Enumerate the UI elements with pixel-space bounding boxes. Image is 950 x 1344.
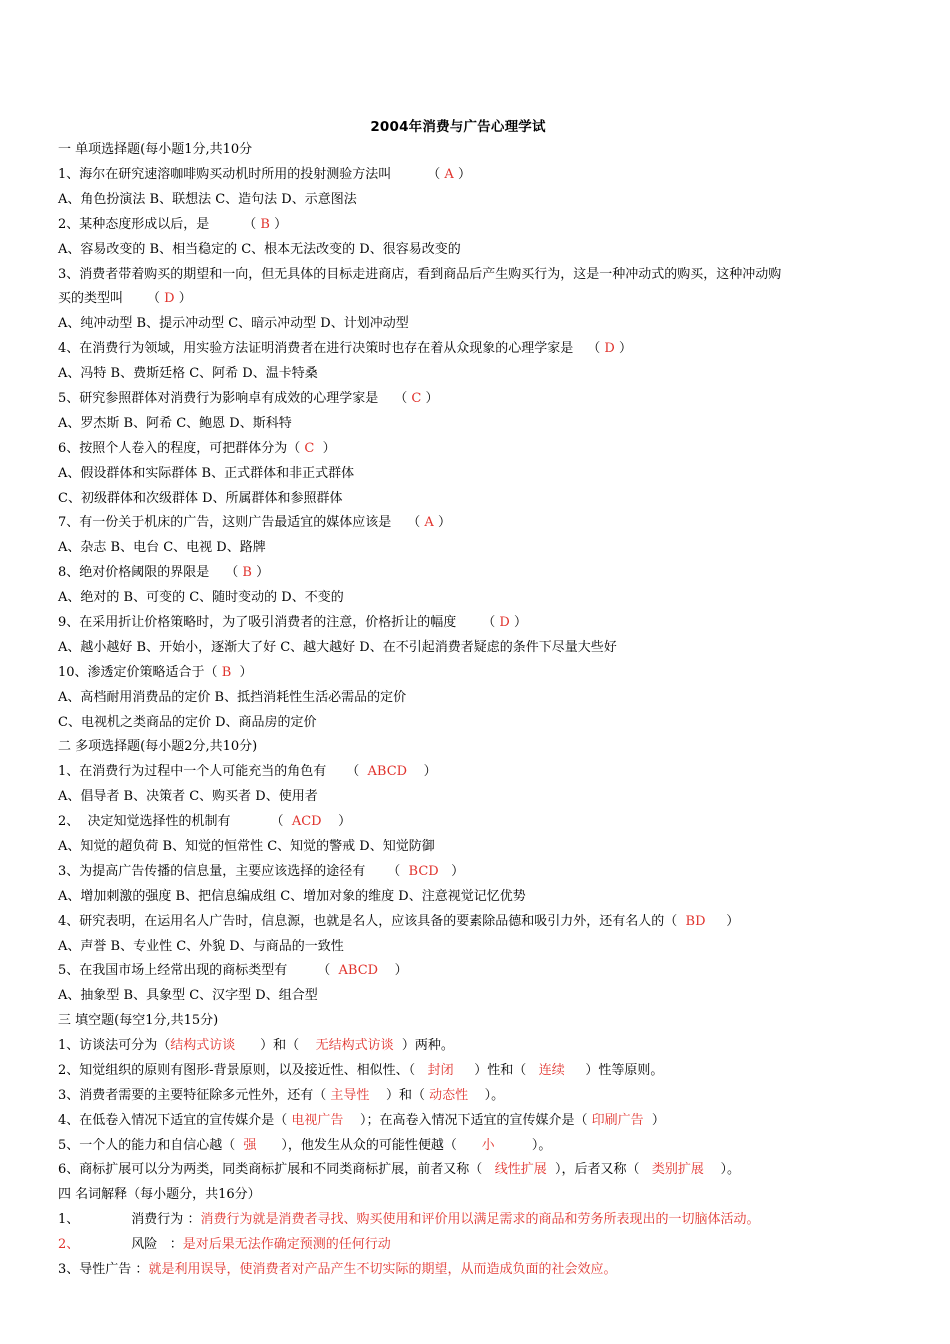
- question-1-4: 4、在消费行为领域，用实验方法证明消费者在进行决策时也存在着从众现象的心理学家是 （ D ）: [58, 341, 632, 356]
- definition: 是对后果无法作确定预测的任何行动: [182, 1237, 391, 1252]
- options-2-1: A、倡导者 B、决策者 C、购买者 D、使用者: [58, 789, 318, 804]
- section-heading-term-definitions: 四 名词解释（每小题分，共16分）: [58, 1187, 261, 1202]
- question-text: 3、为提高广告传播的信息量，主要应该选择的途径有: [58, 864, 366, 879]
- term-1: [58, 1211, 910, 1229]
- answer: ABCD: [367, 764, 408, 779]
- question-text: 2、某种态度形成以后，是: [58, 217, 210, 232]
- answer: 印刷广告: [591, 1113, 644, 1128]
- text: 5、一个人的能力和自信心越（: [58, 1138, 236, 1153]
- question-1-3: 3、消费者带着购买的期望和一向，但无具体的目标走进商店，看到商品后产生购买行为，这是一种冲动式的购买，这种冲动购: [58, 267, 782, 282]
- answer: C: [411, 391, 422, 406]
- section-heading-single-choice: 一 单项选择题(每小题1分,共10分: [58, 142, 253, 157]
- question-1-6: 6、按照个人卷入的程度，可把群体分为（ C ）: [58, 441, 336, 456]
- text: ：: [169, 1237, 183, 1252]
- text: ）和（: [385, 1088, 425, 1103]
- question-2-1: 1、在消费行为过程中一个人可能充当的角色有 （ ABCD ）: [58, 764, 437, 779]
- text: ）: [651, 1113, 665, 1128]
- definition: 就是利用误导，使消费者对产品产生不切实际的期望，从而造成负面的社会效应。: [148, 1262, 617, 1277]
- question-text: 5、研究参照群体对消费行为影响卓有成效的心理学家是: [58, 391, 379, 406]
- options-1-6a: A、假设群体和实际群体 B、正式群体和非正式群体: [58, 466, 355, 481]
- question-text: 6、按照个人卷入的程度，可把群体分为（: [58, 441, 301, 456]
- question-1-9: 9、在采用折让价格策略时，为了吸引消费者的注意，价格折让的幅度 （ D ）: [58, 615, 527, 630]
- answer: 线性扩展: [494, 1162, 547, 1177]
- term: 消费行为: [131, 1212, 184, 1227]
- question-text: 9、在采用折让价格策略时，为了吸引消费者的注意，价格折让的幅度: [58, 615, 457, 630]
- term-number: 1、: [58, 1212, 80, 1227]
- options-1-8: A、绝对的 B、可变的 C、随时变动的 D、不变的: [58, 590, 344, 605]
- answer: 动态性: [429, 1088, 469, 1103]
- text: ），他发生从众的可能性便越（: [281, 1138, 457, 1153]
- fill-in-1: [58, 1037, 910, 1055]
- answer: BCD: [408, 864, 439, 879]
- question-1-5: 5、研究参照群体对消费行为影响卓有成效的心理学家是 （ C ）: [58, 391, 439, 406]
- section-heading-fill-in: 三 填空题(每空1分,共15分): [58, 1013, 219, 1028]
- answer: 电视广告: [291, 1113, 344, 1128]
- question-1-3-cont: 买的类型叫 （ D ）: [58, 291, 192, 306]
- answer: 类别扩展: [651, 1162, 704, 1177]
- answer: B: [260, 217, 270, 232]
- page-title: 2004年消费与广告心理学试: [370, 119, 546, 135]
- options-1-7: A、杂志 B、电台 C、电视 D、路牌: [58, 540, 266, 555]
- text: ）性和（: [474, 1063, 527, 1078]
- options-1-3: A、纯冲动型 B、提示冲动型 C、暗示冲动型 D、计划冲动型: [58, 316, 409, 331]
- answer: 封闭: [427, 1063, 454, 1078]
- question-text: 买的类型叫: [58, 291, 124, 306]
- answer: B: [221, 665, 232, 680]
- question-1-2: 2、某种态度形成以后，是 （ B ）: [58, 217, 288, 232]
- options-2-4: A、声誉 B、专业性 C、外貌 D、与商品的一致性: [58, 939, 344, 954]
- term: 3、导性广告: [58, 1262, 132, 1277]
- options-1-5: A、罗杰斯 B、阿希 C、鲍恩 D、斯科特: [58, 416, 292, 431]
- options-1-9: A、越小越好 B、开始小，逐渐大了好 C、越大越好 D、在不引起消费者疑虑的条件下尽量大些好: [58, 640, 617, 655]
- question-text: 7、有一份关于机床的广告，这则广告最适宜的媒体应该是: [58, 515, 392, 530]
- text: ）。: [720, 1162, 740, 1177]
- text: ）和（: [260, 1038, 300, 1053]
- options-2-3: A、增加刺激的强度 B、把信息编成组 C、增加对象的维度 D、注意视觉记忆优势: [58, 889, 526, 904]
- answer: D: [164, 291, 175, 306]
- text: ：: [135, 1262, 149, 1277]
- question-text: 2、 决定知觉选择性的机制有: [58, 814, 231, 829]
- text: 3、消费者需要的主要特征除多元性外，还有（: [58, 1088, 327, 1103]
- text: ）；在高卷入情况下适宜的宣传媒介是（: [359, 1113, 588, 1128]
- answer: D: [499, 615, 510, 630]
- term-3: [58, 1261, 910, 1279]
- options-1-10b: C、电视机之类商品的定价 D、商品房的定价: [58, 715, 317, 730]
- term-number: 2、: [58, 1237, 80, 1252]
- options-1-2: A、容易改变的 B、相当稳定的 C、根本无法改变的 D、很容易改变的: [58, 242, 461, 257]
- section-heading-multiple-choice: 二 多项选择题(每小题2分,共10分): [58, 739, 258, 754]
- answer: 小: [481, 1138, 495, 1153]
- question-text: 4、在消费行为领域，用实验方法证明消费者在进行决策时也存在着从众现象的心理学家是: [58, 341, 574, 356]
- question-text: 10、渗透定价策略适合于（: [58, 665, 218, 680]
- question-text: 1、海尔在研究速溶咖啡购买动机时所用的投射测验方法叫: [58, 167, 392, 182]
- text: 4、在低卷入情况下适宜的宣传媒介是（: [58, 1113, 288, 1128]
- answer: 无结构式访谈: [315, 1038, 394, 1053]
- text: ）。: [531, 1138, 552, 1153]
- text: ），后者又称（: [554, 1162, 640, 1177]
- question-2-3: 3、为提高广告传播的信息量，主要应该选择的途径有 （ BCD ）: [58, 864, 465, 879]
- answer: A: [424, 515, 434, 530]
- answer: 强: [243, 1138, 257, 1153]
- question-text: 8、绝对价格阈限的界限是: [58, 565, 210, 580]
- options-1-4: A、冯特 B、费斯廷格 C、阿希 D、温卡特桑: [58, 366, 318, 381]
- answer: 主导性: [330, 1088, 370, 1103]
- options-1-6b: C、初级群体和次级群体 D、所属群体和参照群体: [58, 491, 343, 506]
- text: 2、知觉组织的原则有图形-背景原则，以及接近性、相似性、（: [58, 1063, 416, 1078]
- definition: 消费行为就是消费者寻找、购买使用和评价用以满足需求的商品和劳务所表现出的一切脑体活动。: [200, 1212, 760, 1227]
- fill-in-6: [58, 1161, 910, 1179]
- answer: A: [444, 167, 454, 182]
- answer: BD: [685, 914, 706, 929]
- question-text: 5、在我国市场上经常出现的商标类型有: [58, 963, 288, 978]
- text: 6、商标扩展可以分为两类，同类商标扩展和不同类商标扩展，前者又称（: [58, 1162, 483, 1177]
- text: ）性等原则。: [585, 1063, 664, 1078]
- question-1-8: 8、绝对价格阈限的界限是 （ B ）: [58, 565, 270, 580]
- question-text: 1、在消费行为过程中一个人可能充当的角色有: [58, 764, 327, 779]
- fill-in-2: [58, 1062, 910, 1080]
- question-1-1: 1、海尔在研究速溶咖啡购买动机时所用的投射测验方法叫 （ A ）: [58, 167, 471, 182]
- question-2-5: 5、在我国市场上经常出现的商标类型有 （ ABCD ）: [58, 963, 408, 978]
- answer: 连续: [538, 1063, 565, 1078]
- fill-in-3: [58, 1087, 910, 1105]
- answer: 结构式访谈: [170, 1038, 236, 1053]
- options-2-2: A、知觉的超负荷 B、知觉的恒常性 C、知觉的警戒 D、知觉防御: [58, 839, 435, 854]
- term-2: [58, 1236, 910, 1254]
- question-1-10: 10、渗透定价策略适合于（ B ）: [58, 665, 253, 680]
- fill-in-4: [58, 1112, 910, 1130]
- fill-in-5: [58, 1137, 910, 1155]
- text: 1、访谈法可分为（: [58, 1038, 171, 1053]
- answer: C: [304, 441, 315, 456]
- options-2-5: A、抽象型 B、具象型 C、汉字型 D、组合型: [58, 988, 318, 1003]
- options-1-1: A、角色扮演法 B、联想法 C、造句法 D、示意图法: [58, 192, 357, 207]
- question-1-7: 7、有一份关于机床的广告，这则广告最适宜的媒体应该是 （ A ）: [58, 515, 451, 530]
- text: ）两种。: [401, 1038, 454, 1053]
- answer: B: [242, 565, 252, 580]
- options-1-10a: A、高档耐用消费品的定价 B、抵挡消耗性生活必需品的定价: [58, 690, 407, 705]
- answer: ACD: [291, 814, 322, 829]
- text: ：: [187, 1212, 201, 1227]
- question-2-2: 2、 决定知觉选择性的机制有 （ ACD ）: [58, 814, 352, 829]
- answer: D: [604, 341, 615, 356]
- text: ）。: [484, 1088, 505, 1103]
- answer: ABCD: [338, 963, 379, 978]
- term: 风险: [131, 1237, 158, 1252]
- question-2-4: 4、研究表明，在运用名人广告时，信息源，也就是名人，应该具备的要素除品德和吸引力外，还有名人的（ BD ）: [58, 914, 740, 929]
- question-text: 4、研究表明，在运用名人广告时，信息源，也就是名人，应该具备的要素除品德和吸引力外，还有名人的（: [58, 914, 678, 929]
